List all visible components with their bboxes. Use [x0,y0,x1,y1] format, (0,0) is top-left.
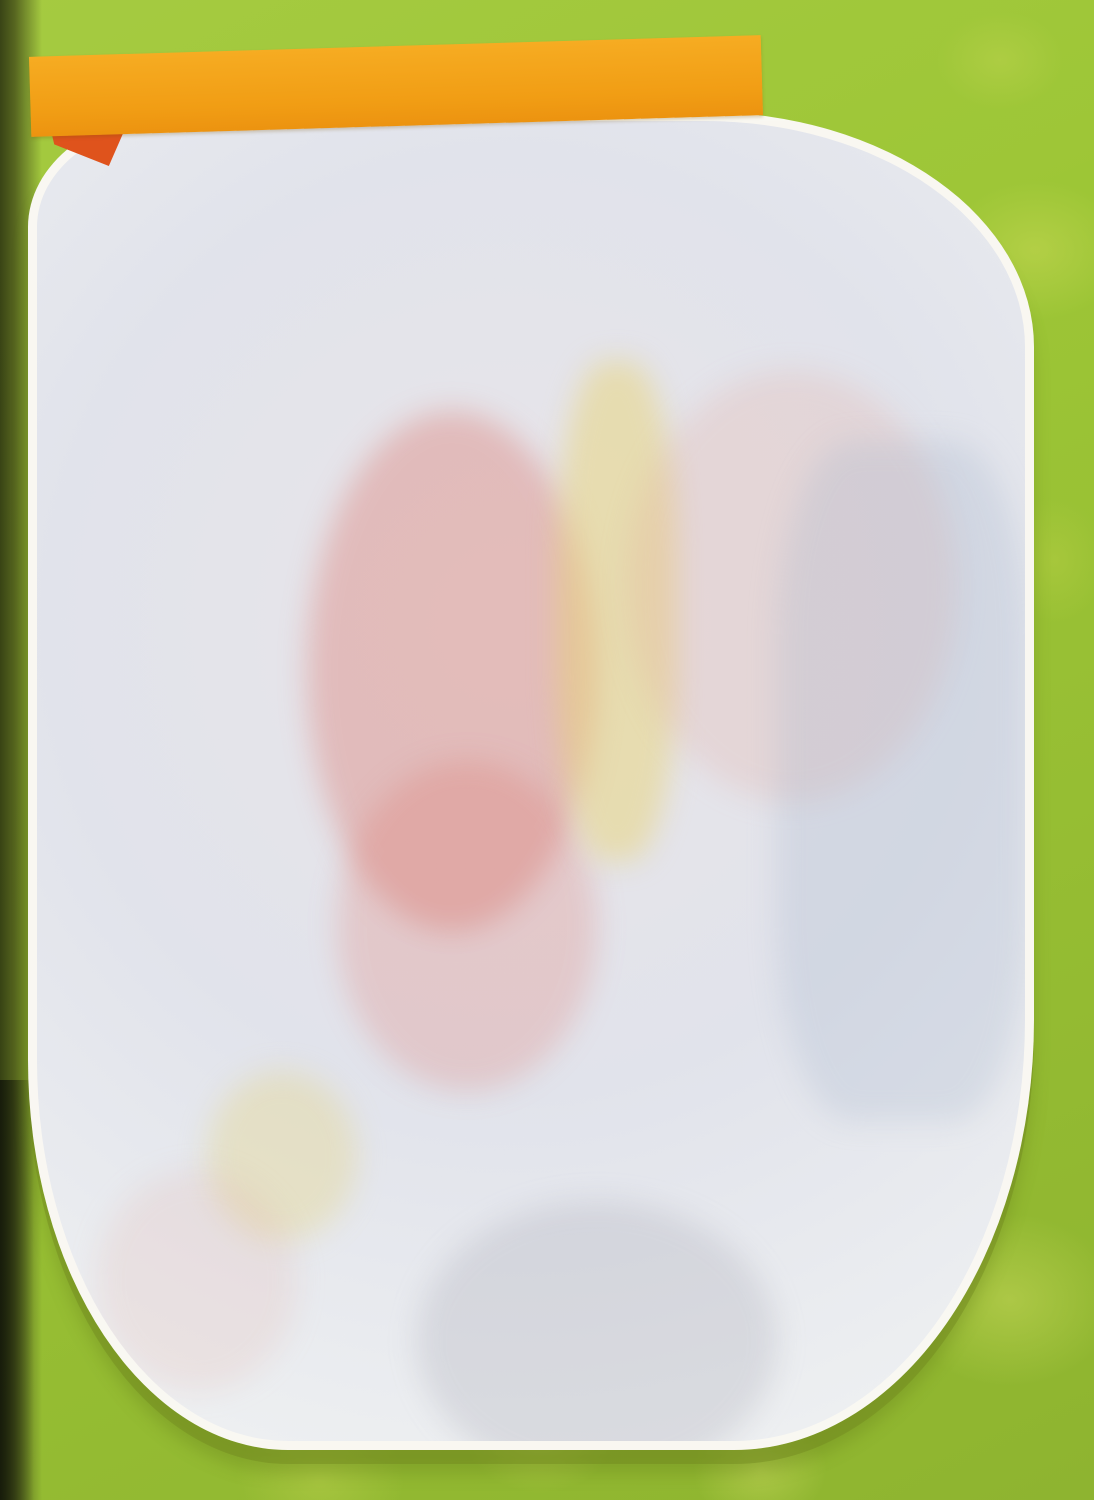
panel-curve-spacer-right [787,180,1002,552]
article-body [46,180,1002,552]
panel-curve-spacer-left [46,180,246,552]
bleed-blob-red2 [337,761,597,1091]
bleed-blob-gray [417,1201,777,1450]
page-title [30,96,54,97]
binding-shadow-bottom [0,1080,34,1500]
bleed-blob-rose [97,1171,297,1391]
